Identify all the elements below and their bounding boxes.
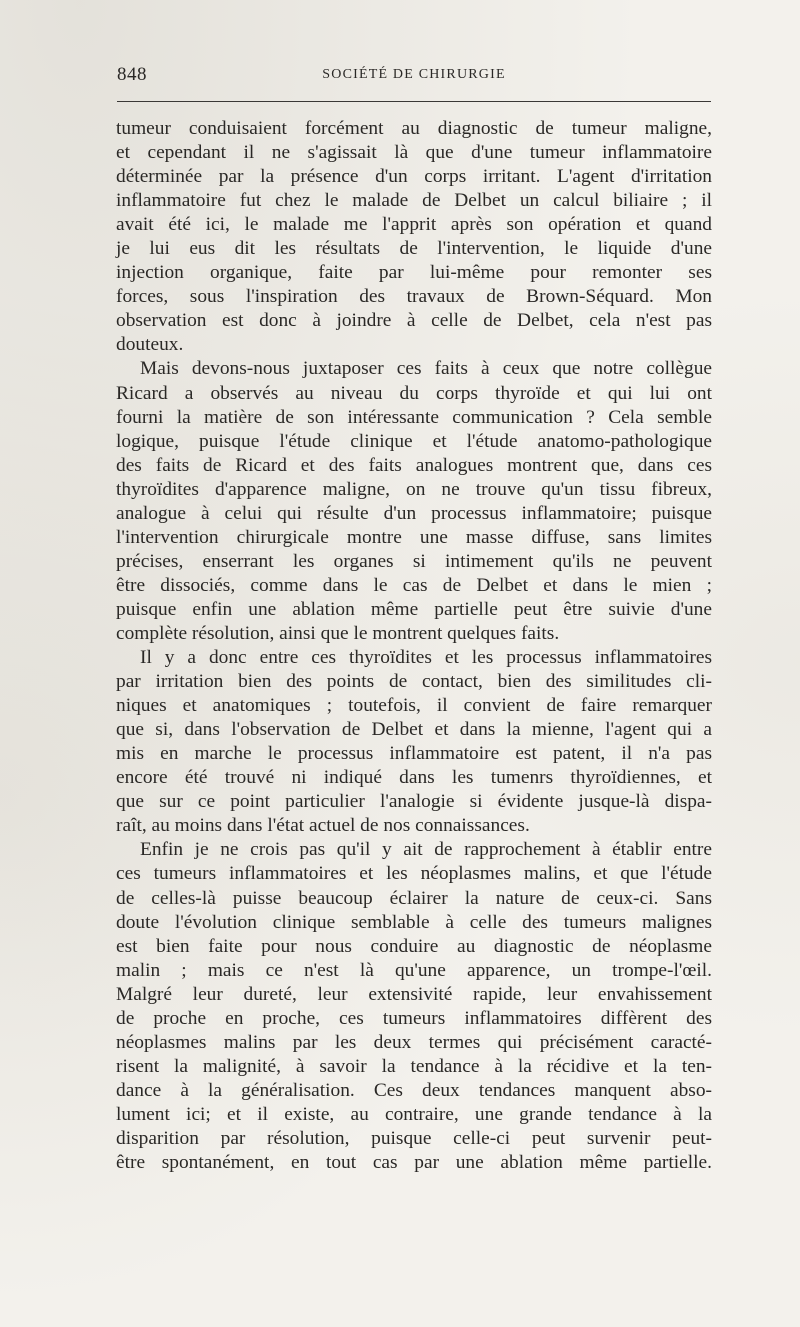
text-line: néoplasmes malins par les deux termes qui précisément caracté- xyxy=(116,1031,712,1053)
text-line: logique, puisque l'étude clinique et l'étude anatomo-pathologique xyxy=(116,430,712,452)
text-line: Ricard a observés au niveau du corps thyroïde et qui lui ont xyxy=(116,382,712,404)
text-line: tumeur conduisaient forcément au diagnostic de tumeur maligne, xyxy=(116,118,712,139)
text-line: de proche en proche, ces tumeurs inflammatoires diffèrent des xyxy=(116,1007,712,1029)
text-line: être dissociés, comme dans le cas de Delbet et dans le mien ; xyxy=(116,574,712,596)
paragraph xyxy=(116,646,712,838)
text-line: précises, enserrant les organes si intimement qu'ils ne peuvent xyxy=(116,550,712,572)
paragraph xyxy=(116,117,712,357)
text-line: malin ; mais ce n'est là qu'une apparence, un trompe-l'œil. xyxy=(116,959,712,981)
text-line: inflammatoire fut chez le malade de Delbet un calcul biliaire ; il xyxy=(116,190,712,212)
text-line: l'intervention chirurgicale montre une masse diffuse, sans limites xyxy=(116,526,712,548)
text-line: déterminée par la présence d'un corps irritant. L'agent d'irritation xyxy=(116,166,712,188)
text-line: analogue à celui qui résulte d'un processus inflammatoire; puisque xyxy=(116,502,712,524)
text-line: de celles-là puisse beaucoup éclairer la nature de ceux-ci. Sans xyxy=(116,887,712,909)
text-line: que si, dans l'observation de Delbet et dans la mienne, l'agent qui a xyxy=(116,719,712,741)
body-text xyxy=(116,117,712,1175)
text-line: des faits de Ricard et des faits analogues montrent que, dans ces xyxy=(116,454,712,476)
text-line: lument ici; et il existe, au contraire, une grande tendance à la xyxy=(116,1103,712,1125)
text-line: Il y a donc entre ces thyroïdites et les processus inflammatoires xyxy=(140,647,712,669)
text-line: avait été ici, le malade me l'apprit après son opération et quand xyxy=(116,214,712,236)
text-line: est bien faite pour nous conduire au diagnostic de néoplasme xyxy=(116,935,712,957)
text-line: niques et anatomiques ; toutefois, il convient de faire remarquer xyxy=(116,695,712,717)
text-line: raît, au moins dans l'état actuel de nos connaissances. xyxy=(116,815,530,837)
text-line: forces, sous l'inspiration des travaux de Brown-Séquard. Mon xyxy=(116,286,712,308)
text-line: et cependant il ne s'agissait là que d'une tumeur inflammatoire xyxy=(116,142,712,164)
paragraph xyxy=(116,838,712,1175)
text-line: douteux. xyxy=(116,334,184,356)
text-line: que sur ce point particulier l'analogie si évidente jusque-là dispa- xyxy=(116,791,712,813)
text-line: injection organique, faite par lui-même pour remonter ses xyxy=(116,262,712,284)
text-line: Enfin je ne crois pas qu'il y ait de rapprochement à établir entre xyxy=(140,839,712,861)
text-line: doute l'évolution clinique semblable à celle des tumeurs malignes xyxy=(116,911,712,933)
text-line: risent la malignité, à savoir la tendance à la récidive et la ten- xyxy=(116,1055,712,1077)
page-number: 848 xyxy=(117,64,147,85)
text-line: complète résolution, ainsi que le montrent quelques faits. xyxy=(116,622,560,644)
header-rule xyxy=(117,101,711,102)
text-line: dance à la généralisation. Ces deux tendances manquent abso- xyxy=(116,1079,712,1101)
text-line: être spontanément, en tout cas par une ablation même partielle. xyxy=(116,1152,712,1174)
text-line: ces tumeurs inflammatoires et les néoplasmes malins, et que l'étude xyxy=(116,863,712,885)
running-title: SOCIÉTÉ DE CHIRURGIE xyxy=(322,67,506,82)
text-line: je lui eus dit les résultats de l'intervention, le liquide d'une xyxy=(116,238,712,260)
text-line: mis en marche le processus inflammatoire est patent, il n'a pas xyxy=(116,743,712,765)
text-line: disparition par résolution, puisque celle-ci peut survenir peut- xyxy=(116,1127,712,1149)
text-line: fourni la matière de son intéressante communication ? Cela semble xyxy=(116,406,712,428)
text-line: puisque enfin une ablation même partielle peut être suivie d'une xyxy=(116,598,712,620)
text-line: Malgré leur dureté, leur extensivité rapide, leur envahissement xyxy=(116,983,712,1005)
text-line: encore été trouvé ni indiqué dans les tumenrs thyroïdiennes, et xyxy=(116,767,712,789)
page-header xyxy=(117,64,711,88)
text-line: observation est donc à joindre à celle de Delbet, cela n'est pas xyxy=(116,310,712,332)
paragraph xyxy=(116,357,712,646)
text-line: thyroïdites d'apparence maligne, on ne trouve qu'un tissu fibreux, xyxy=(116,478,712,500)
text-line: Mais devons-nous juxtaposer ces faits à ceux que notre collègue xyxy=(140,358,712,380)
text-line: par irritation bien des points de contact, bien des similitudes cli- xyxy=(116,671,712,693)
